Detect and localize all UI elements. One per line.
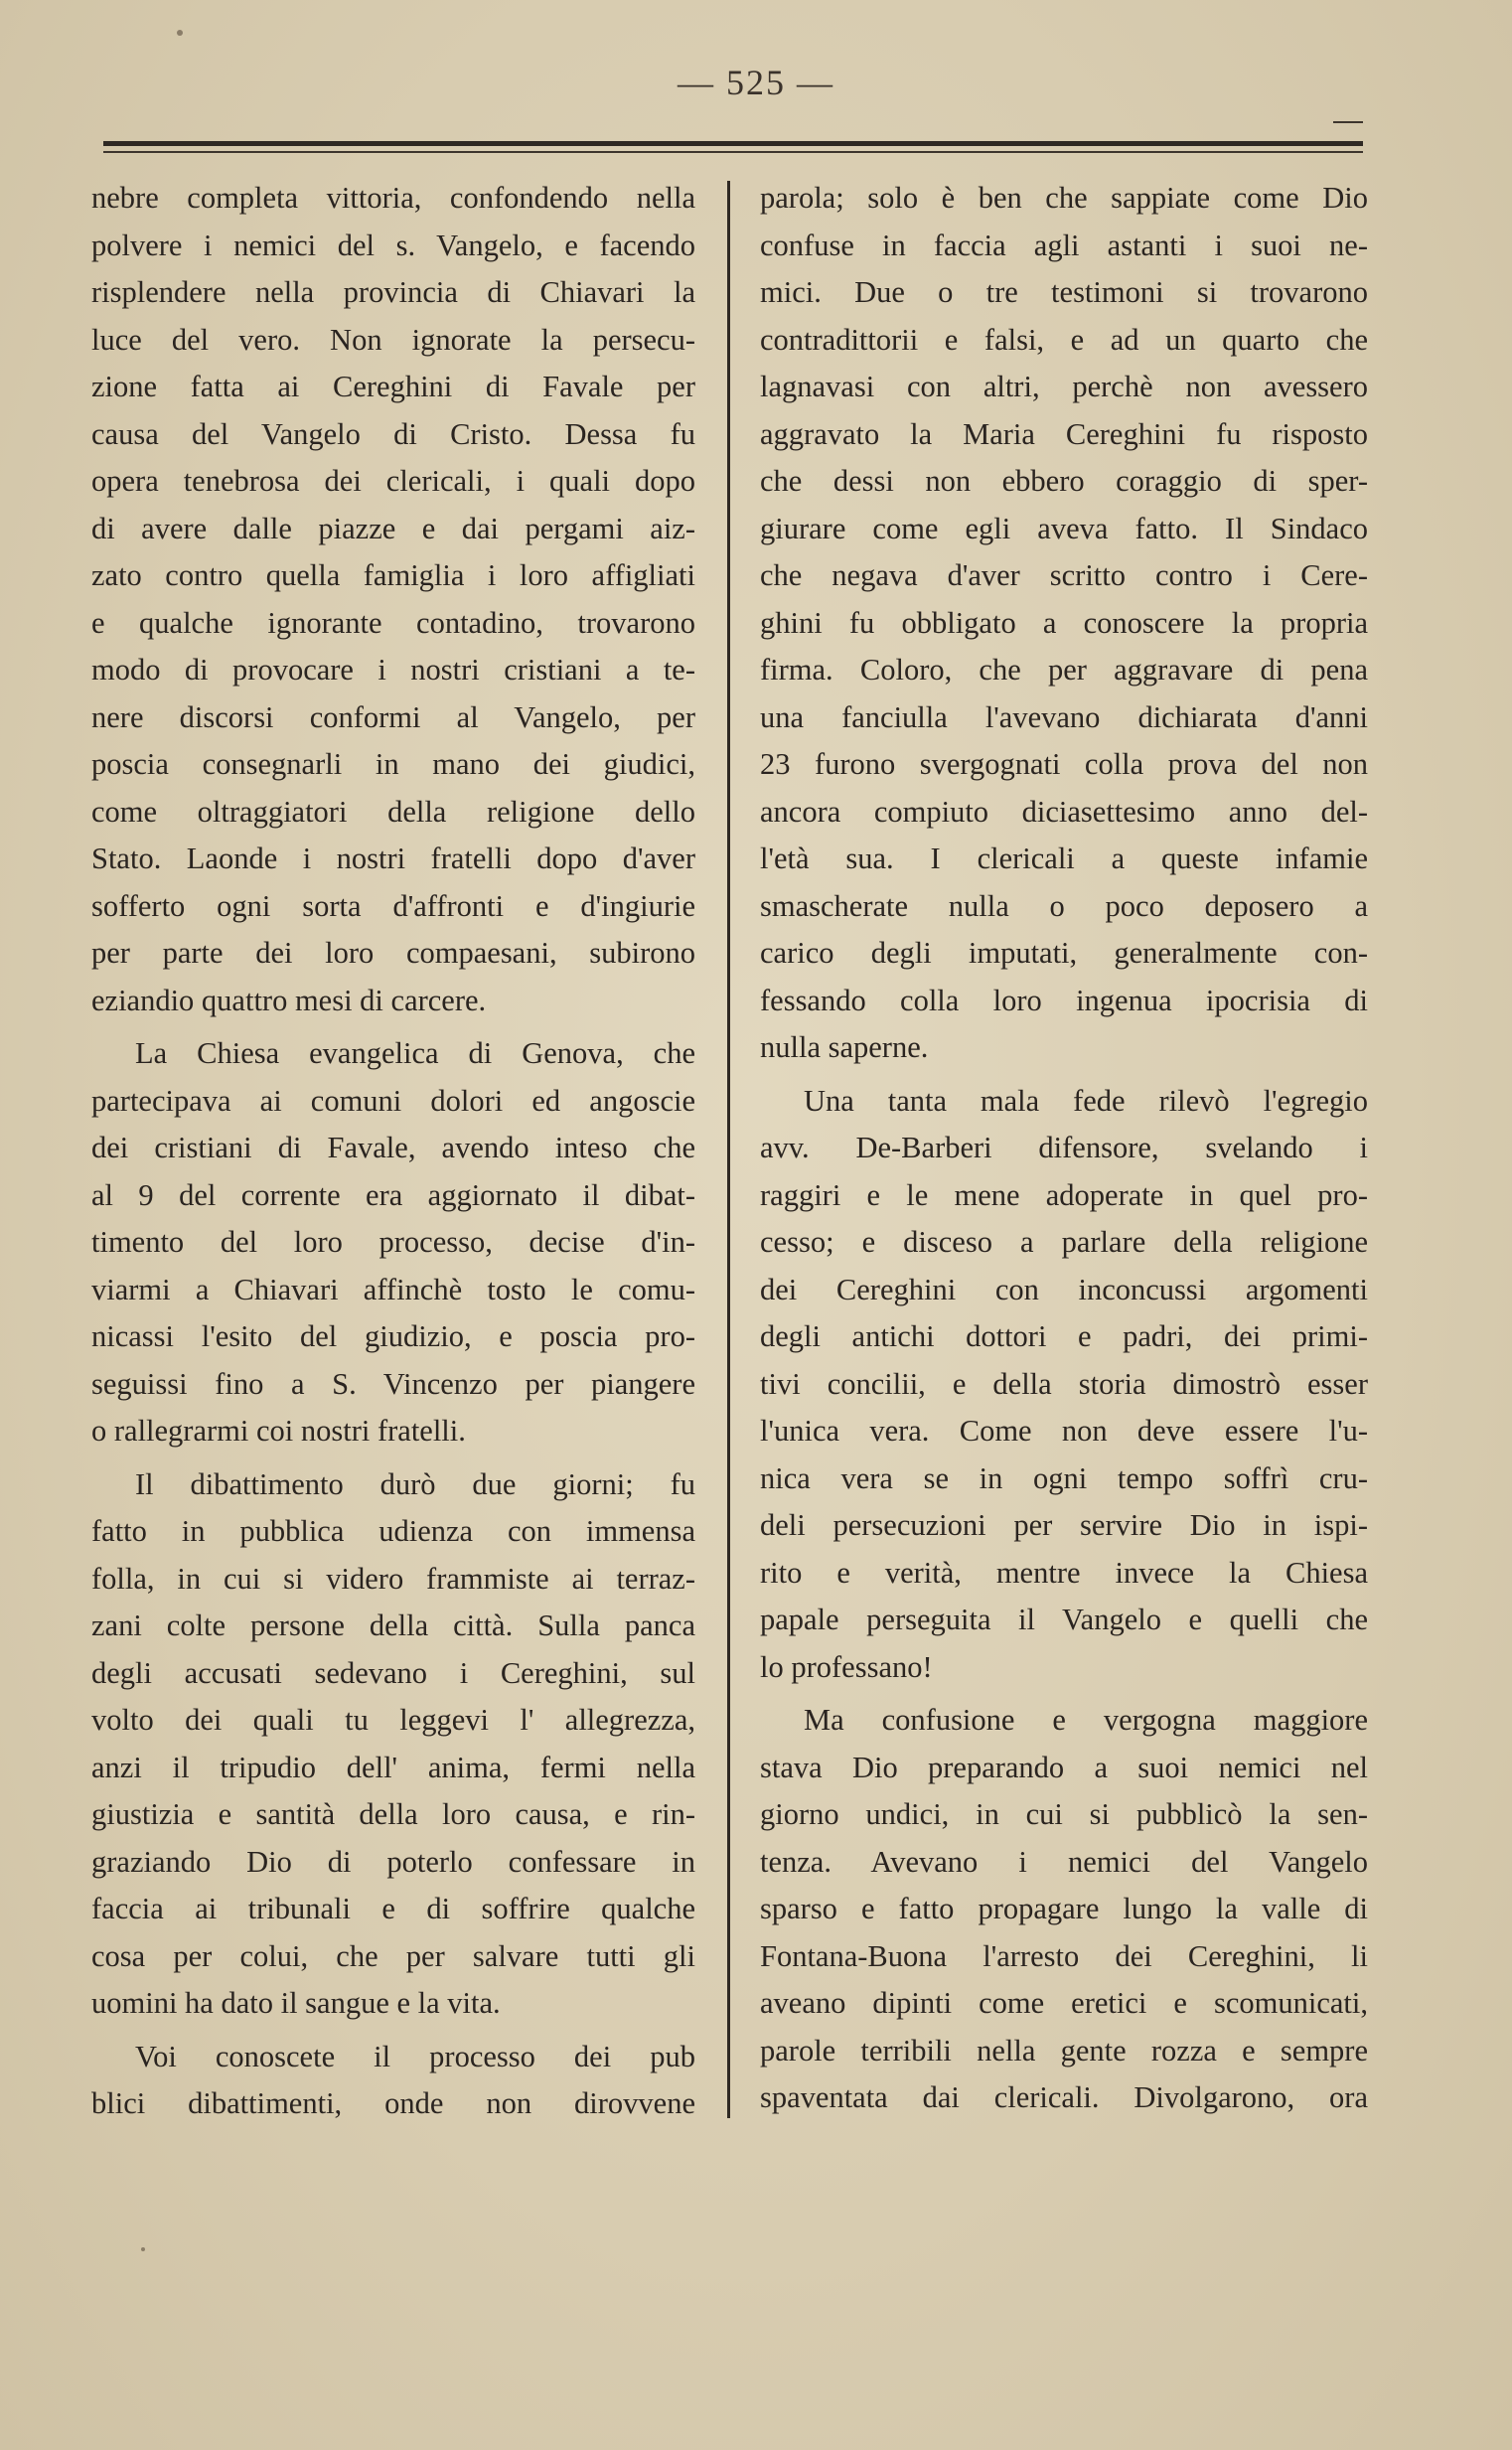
text-line: che dessi non ebbero coraggio di sper-: [760, 464, 1368, 498]
text-line: seguissi fino a S. Vincenzo per piangere: [91, 1366, 695, 1401]
text-line: ancora compiuto diciasettesimo anno del-: [760, 794, 1368, 829]
text-line: fessando colla loro ingenua ipocrisia di: [760, 983, 1368, 1017]
paragraph-start-line: Il dibattimento durò due giorni; fu: [135, 1466, 695, 1501]
text-line: zione fatta ai Cereghini di Favale per: [91, 370, 695, 403]
text-line: dei cristiani di Favale, avendo inteso che: [91, 1131, 695, 1164]
text-line: stava Dio preparando a suoi nemici nel: [760, 1750, 1368, 1784]
text-line: contradittorii e falsi, e ad un quarto che: [760, 322, 1368, 357]
paragraph-start-line: La Chiesa evangelica di Genova, che: [135, 1036, 695, 1070]
paragraph-start-line: Ma confusione e vergogna maggiore: [804, 1703, 1368, 1737]
text-line: causa del Vangelo di Cristo. Dessa fu: [91, 416, 695, 451]
text-line: volto dei quali tu leggevi l' allegrezza,: [91, 1703, 695, 1737]
text-line: partecipava ai comuni dolori ed angoscie: [91, 1083, 695, 1118]
text-line: papale perseguita il Vangelo e quelli che: [760, 1603, 1368, 1636]
text-line: al 9 del corrente era aggiornato il dibat-: [91, 1177, 695, 1212]
text-line: raggiri e le mene adoperate in quel pro-: [760, 1177, 1368, 1212]
text-line: dei Cereghini con inconcussi argomenti: [760, 1272, 1368, 1306]
text-line: deli persecuzioni per servire Dio in ispi-: [760, 1508, 1368, 1542]
paragraph-end-line: eziandio quattro mesi di carcere.: [91, 983, 487, 1017]
text-line: nebre completa vittoria, confondendo nella: [91, 181, 695, 215]
text-line: fatto in pubblica udienza con immensa: [91, 1514, 695, 1548]
text-line: sparso e fatto propagare lungo la valle di: [760, 1892, 1368, 1925]
text-line: di avere dalle piazze e dai pergami aiz-: [91, 511, 695, 545]
text-line: che negava d'aver scritto contro i Cere-: [760, 558, 1368, 592]
text-line: rito e verità, mentre invece la Chiesa: [760, 1555, 1368, 1590]
text-line: l'unica vera. Come non deve essere l'u-: [760, 1414, 1368, 1448]
text-line: carico degli imputati, generalmente con-: [760, 936, 1368, 970]
text-line: degli accusati sedevano i Cereghini, sul: [91, 1655, 695, 1690]
text-line: viarmi a Chiavari affinchè tosto le comu-: [91, 1272, 695, 1306]
text-line: 23 furono svergognati colla prova del non: [760, 747, 1368, 781]
text-line: opera tenebrosa dei clericali, i quali dopo: [91, 464, 695, 498]
text-line: timento del loro processo, decise d'in-: [91, 1225, 695, 1259]
text-line: e qualche ignorante contadino, trovarono: [91, 605, 695, 640]
text-line: aveano dipinti come eretici e scomunicati,: [760, 1986, 1368, 2020]
text-line: tivi concilii, e della storia dimostrò esser: [760, 1366, 1368, 1401]
text-line: Stato. Laonde i nostri fratelli dopo d'aver: [91, 842, 695, 875]
paragraph-end-line: o rallegrarmi coi nostri fratelli.: [91, 1414, 466, 1448]
text-line: poscia consegnarli in mano dei giudici,: [91, 747, 695, 781]
text-line: faccia ai tribunali e di soffrire qualche: [91, 1892, 695, 1925]
text-line: folla, in cui si videro frammiste ai terraz-: [91, 1561, 695, 1596]
text-line: luce del vero. Non ignorate la persecu-: [91, 322, 695, 357]
text-line: zani colte persone della città. Sulla panca: [91, 1608, 695, 1642]
text-line: firma. Coloro, che per aggravare di pena: [760, 653, 1368, 687]
text-line: sofferto ogni sorta d'affronti e d'ingiurie: [91, 888, 695, 923]
text-line: zato contro quella famiglia i loro affigliati: [91, 558, 695, 592]
text-line: per parte dei loro compaesani, subirono: [91, 936, 695, 970]
paper-speck: [141, 2247, 145, 2251]
text-line: nica vera se in ogni tempo soffrì cru-: [760, 1460, 1368, 1495]
text-line: come oltraggiatori della religione dello: [91, 794, 695, 829]
column-divider: [727, 181, 730, 2118]
text-line: cesso; e disceso a parlare della religione: [760, 1225, 1368, 1259]
text-line: modo di provocare i nostri cristiani a te-: [91, 653, 695, 687]
text-line: Fontana-Buona l'arresto dei Cereghini, li: [760, 1938, 1368, 1973]
text-line: mici. Due o tre testimoni si trovarono: [760, 275, 1368, 309]
text-line: confuse in faccia agli astanti i suoi ne-: [760, 228, 1368, 262]
text-line: nicassi l'esito del giudizio, e poscia pro-: [91, 1319, 695, 1353]
text-line: una fanciulla l'avevano dichiarata d'anni: [760, 699, 1368, 734]
text-line: nere discorsi conformi al Vangelo, per: [91, 699, 695, 734]
header-rule-thick: [103, 141, 1363, 146]
text-line: graziando Dio di poterlo confessare in: [91, 1844, 695, 1879]
text-line: polvere i nemici del s. Vangelo, e facendo: [91, 228, 695, 262]
text-line: anzi il tripudio dell' anima, fermi nella: [91, 1750, 695, 1784]
text-line: risplendere nella provincia di Chiavari la: [91, 275, 695, 309]
text-line: cosa per colui, che per salvare tutti gli: [91, 1938, 695, 1973]
text-line: parole terribili nella gente rozza e sempre: [760, 2033, 1368, 2067]
text-line: tenza. Avevano i nemici del Vangelo: [760, 1844, 1368, 1879]
text-line: aggravato la Maria Cereghini fu risposto: [760, 416, 1368, 451]
text-line: ghini fu obbligato a conoscere la propria: [760, 605, 1368, 640]
text-line: parola; solo è ben che sappiate come Dio: [760, 181, 1368, 215]
left-column: [91, 175, 695, 2128]
text-line: blici dibattimenti, onde non dirovvene: [91, 2086, 695, 2120]
text-line: giorno undici, in cui si pubblicò la sen-: [760, 1797, 1368, 1831]
text-line: avv. De-Barberi difensore, svelando i: [760, 1131, 1368, 1164]
paragraph-end-line: uomini ha dato il sangue e la vita.: [91, 1986, 501, 2020]
text-line: giustizia e santità della loro causa, e rin-: [91, 1797, 695, 1831]
paragraph-start-line: Voi conoscete il processo dei pub: [135, 2039, 695, 2073]
paragraph-end-line: lo professano!: [760, 1649, 933, 1684]
paragraph-start-line: Una tanta mala fede rilevò l'egregio: [804, 1083, 1368, 1118]
text-line: l'età sua. I clericali a queste infamie: [760, 842, 1368, 875]
header-rule-thin: [103, 151, 1363, 153]
right-column: [760, 175, 1368, 2122]
text-line: degli antichi dottori e padri, dei primi-: [760, 1319, 1368, 1353]
text-line: lagnavasi con altri, perchè non avessero: [760, 370, 1368, 403]
paper-speck: [177, 30, 183, 36]
page-number: — 525 —: [678, 63, 834, 102]
paragraph-end-line: nulla saperne.: [760, 1030, 929, 1064]
header-rule-tick: [1333, 121, 1363, 123]
text-line: spaventata dai clericali. Divolgarono, ora: [760, 2080, 1368, 2114]
text-line: smascherate nulla o poco deposero a: [760, 888, 1368, 923]
text-line: giurare come egli aveva fatto. Il Sindaco: [760, 511, 1368, 545]
